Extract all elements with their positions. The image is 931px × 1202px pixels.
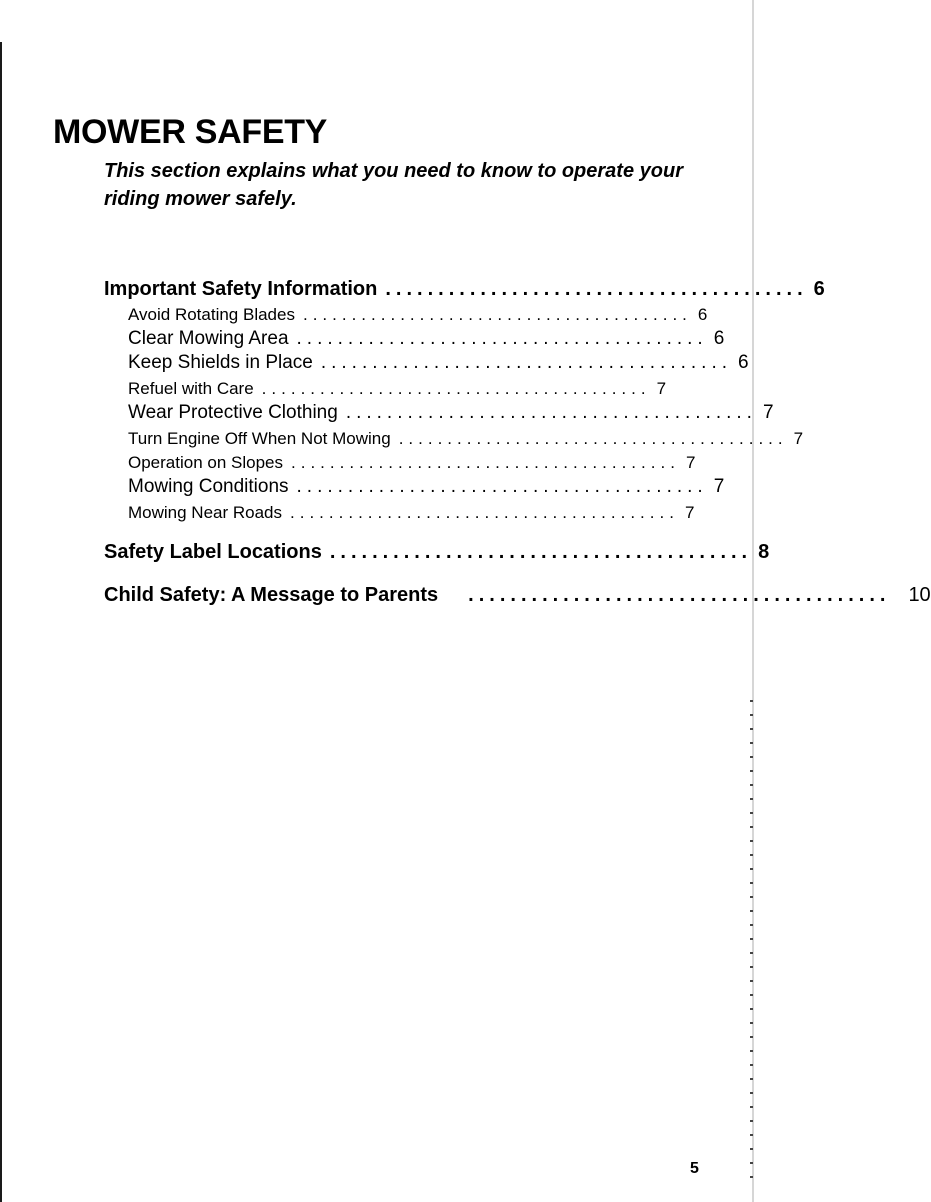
toc-entry-important-safety-information[interactable] bbox=[104, 276, 825, 302]
toc-entry-safety-label-locations[interactable] bbox=[104, 539, 770, 565]
dot-leader: ........................................ bbox=[329, 541, 753, 563]
toc-entry-page: 7 bbox=[684, 503, 695, 522]
toc-entry-page: 6 bbox=[713, 328, 725, 349]
toc-entry-clear-mowing-area[interactable] bbox=[128, 327, 725, 351]
dot-leader: ........................................ bbox=[320, 352, 732, 373]
toc-entry-page: 7 bbox=[656, 379, 667, 398]
dot-leader: ........................................ bbox=[345, 402, 757, 423]
toc-entry-page: 8 bbox=[758, 541, 770, 563]
page-edge-marks bbox=[750, 700, 753, 1180]
toc-entry-mowing-near-roads[interactable] bbox=[128, 501, 695, 525]
toc-entry-label: Operation on Slopes bbox=[128, 453, 283, 472]
toc-entry-label: Refuel with Care bbox=[128, 379, 254, 398]
toc-entry-page: 10 bbox=[908, 584, 931, 606]
toc-entry-page: 7 bbox=[713, 476, 725, 497]
toc-entry-mowing-conditions[interactable] bbox=[128, 475, 725, 499]
toc-entry-label: Mowing Conditions bbox=[128, 476, 289, 497]
dot-leader: ........................................ bbox=[385, 278, 808, 300]
toc-entry-page: 6 bbox=[813, 278, 825, 300]
toc-entry-label: Mowing Near Roads bbox=[128, 503, 283, 522]
dot-leader: ........................................ bbox=[296, 476, 708, 497]
toc-entry-page: 7 bbox=[762, 402, 774, 423]
toc-entry-label: Clear Mowing Area bbox=[128, 328, 289, 349]
dot-leader: ........................................ bbox=[398, 429, 788, 448]
toc-entry-label: Child Safety: A Message to Parents bbox=[104, 584, 439, 606]
toc-entry-label: Keep Shields in Place bbox=[128, 352, 313, 373]
toc-entry-label: Wear Protective Clothing bbox=[128, 402, 338, 423]
table-of-contents bbox=[104, 0, 931, 1202]
toc-entry-keep-shields-in-place[interactable] bbox=[128, 351, 749, 375]
toc-entry-refuel-with-care[interactable] bbox=[128, 377, 667, 401]
toc-entry-label: Important Safety Information bbox=[104, 278, 378, 300]
dot-leader: ........................................ bbox=[261, 379, 651, 398]
toc-entry-operation-on-slopes[interactable] bbox=[128, 451, 696, 475]
toc-entry-page: 7 bbox=[685, 453, 696, 472]
dot-leader: ........................................ bbox=[296, 328, 708, 349]
toc-entry-avoid-rotating-blades[interactable] bbox=[128, 303, 708, 327]
dot-leader: ........................................ bbox=[291, 453, 680, 472]
page-edge-left bbox=[0, 42, 2, 1202]
dot-leader: ........................................ bbox=[468, 584, 891, 606]
dot-leader: ........................................ bbox=[290, 503, 679, 522]
toc-entry-child-safety[interactable] bbox=[104, 582, 931, 608]
toc-entry-label: Turn Engine Off When Not Mowing bbox=[128, 429, 391, 448]
toc-entry-label: Avoid Rotating Blades bbox=[128, 305, 295, 324]
dot-leader: ........................................ bbox=[302, 305, 692, 324]
page-number: 5 bbox=[690, 1160, 699, 1177]
toc-entry-wear-protective-clothing[interactable] bbox=[128, 401, 774, 425]
toc-entry-turn-engine-off[interactable] bbox=[128, 427, 804, 451]
section-intro: This section explains what you need to know to operate your riding mower safely. bbox=[104, 160, 683, 210]
page-title: MOWER SAFETY bbox=[53, 113, 328, 151]
toc-entry-page: 7 bbox=[793, 429, 804, 448]
toc-entry-page: 6 bbox=[738, 352, 749, 373]
toc-entry-label: Safety Label Locations bbox=[104, 541, 322, 563]
toc-entry-page: 6 bbox=[697, 305, 708, 324]
